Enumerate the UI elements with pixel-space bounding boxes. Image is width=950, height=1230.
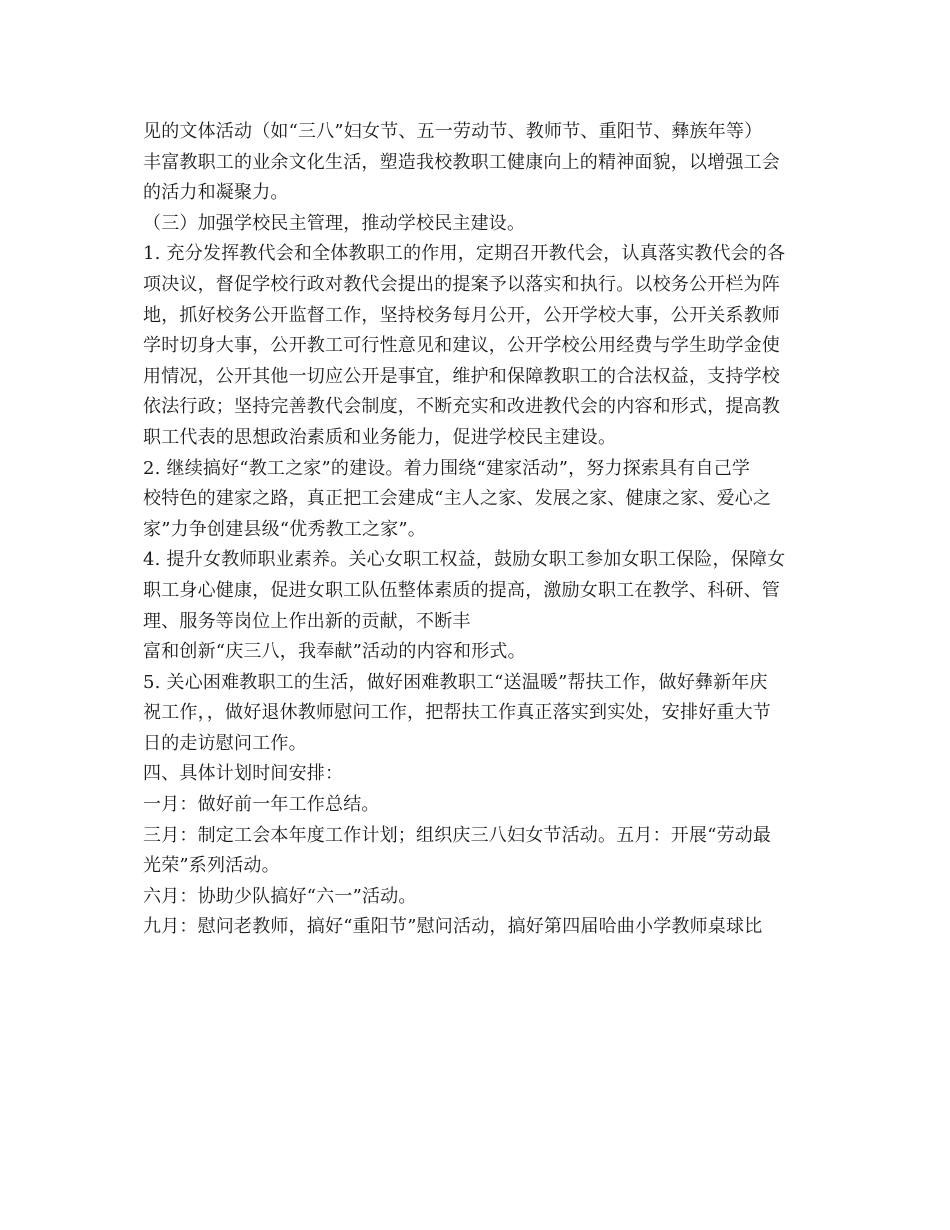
text-line: 5. 关心困难教职工的生活，做好困难教职工“送温暖”帮扶工作，做好彝新年庆 [143,671,768,693]
text-line: 用情况，公开其他一切应公开是事宜，维护和保障教职工的合法权益，支持学校 [143,365,780,387]
text-line: 2. 继续搞好“教工之家”的建设。着力围绕“建家活动”，努力探索具有自己学 [143,457,751,479]
text-line: 丰富教职工的业余文化生活，塑造我校教职工健康向上的精神面貌，以增强工会 [143,151,780,173]
text-line: 校特色的建家之路，真正把工会建成“主人之家、发展之家、健康之家、爱心之 [143,488,772,510]
text-line: 日的走访慰问工作。 [143,732,307,754]
schedule-item: 光荣”系列活动。 [143,855,280,877]
text-line: 家”力争创建县级“优秀教工之家”。 [143,518,427,540]
text-line: 富和创新“庆三八，我奉献”活动的内容和形式。 [143,641,526,663]
text-line: 依法行政；坚持完善教代会制度，不断充实和改进教代会的内容和形式，提高教 [143,396,780,418]
schedule-item: 九月：慰问老教师，搞好“重阳节”慰问活动，搞好第四届哈曲小学教师桌球比 [143,916,763,938]
schedule-item: 六月：协助少队搞好“六一”活动。 [143,885,417,907]
document-body [143,117,808,943]
text-line: 祝工作，，做好退休教师慰问工作，把帮扶工作真正落实到实处，安排好重大节 [143,702,771,724]
text-line: 理、服务等岗位上作出新的贡献，不断丰 [143,610,471,632]
text-line: 学时切身大事，公开教工可行性意见和建议，公开学校公用经费与学生助学金使 [143,335,780,357]
text-line: 项决议，督促学校行政对教代会提出的提案予以落实和执行。以校务公开栏为阵 [143,273,780,295]
text-line: 职工代表的思想政治素质和业务能力，促进学校民主建设。 [143,426,617,448]
text-line: 4. 提升女教师职业素养。关心女职工权益，鼓励女职工参加女职工保险，保障女 [143,549,786,571]
schedule-item: 一月：做好前一年工作总结。 [143,794,380,816]
schedule-item: 三月：制定工会本年度工作计划；组织庆三八妇女节活动。五月：开展“劳动最 [143,824,772,846]
text-line: 的活力和凝聚力。 [143,182,289,204]
text-line: 见的文体活动（如“三八”妇女节、五一劳动节、教师节、重阳节、彝族年等） [143,121,763,142]
text-line: 地，抓好校务公开监督工作，坚持校务每月公开，公开学校大事，公开关系教师 [143,304,780,326]
section-heading: 四、具体计划时间安排： [143,763,344,785]
text-line: 职工身心健康，促进女职工队伍整体素质的提高，激励女职工在教学、科研、管 [143,579,780,601]
section-heading: （三）加强学校民主管理，推动学校民主建设。 [143,212,526,234]
text-line: 1. 充分发挥教代会和全体教职工的作用，定期召开教代会，认真落实教代会的各 [143,243,786,265]
